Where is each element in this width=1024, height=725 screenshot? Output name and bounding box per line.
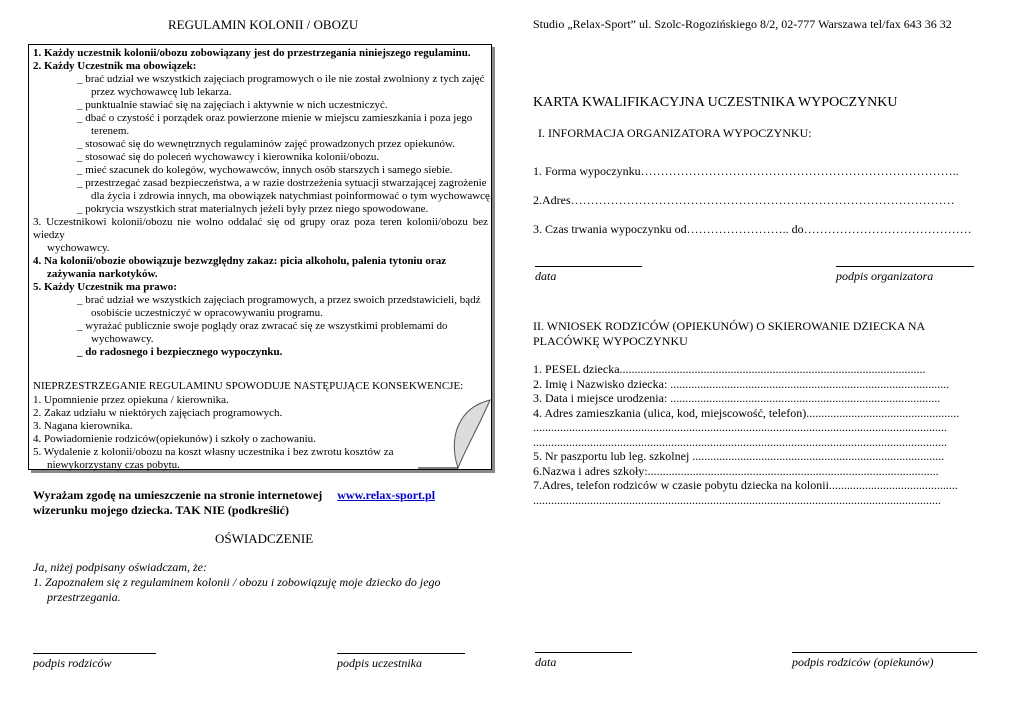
regulation-line: _ pokrycia wszystkich strat materialnych jeżeli były przez niego spowodowane. xyxy=(77,203,429,215)
website-link[interactable]: www.relax-sport.pl xyxy=(337,488,436,502)
date-signature-line-1 xyxy=(535,266,642,267)
participant-signature-line xyxy=(337,653,465,654)
organizer-signature-line xyxy=(836,266,974,267)
form-line: 2. Imię i Nazwisko dziecka: ............................................................................................. xyxy=(533,376,950,391)
organizer-signature-label: podpis organizatora xyxy=(836,269,934,283)
card-title: KARTA KWALIFIKACYJNA UCZESTNIKA WYPOCZYNKU xyxy=(533,95,898,110)
consequences-title: NIEPRZESTRZEGANIE REGULAMINU SPOWODUJE NASTĘPUJĄCE KONSEKWENCJE: xyxy=(33,380,464,392)
participant-signature-label: podpis uczestnika xyxy=(337,656,422,670)
regulations-title: REGULAMIN KOLONII / OBOZU xyxy=(168,17,359,32)
regulation-line: 2. Każdy Uczestnik ma obowiązek: xyxy=(33,60,197,72)
regulation-line: _ przestrzegać zasad bezpieczeństwa, a w razie dostrzeżenia sytuacji stwarzającej zagrożenie xyxy=(77,177,487,189)
regulation-line: _ punktualnie stawiać się na zajęciach i aktywnie w nich uczestniczyć. xyxy=(77,99,388,111)
regulation-line: _ stosować się do poleceń wychowawcy i kierownika kolonii/obozu. xyxy=(77,151,380,163)
form-line: 7.Adres, telefon rodziców w czasie pobytu dziecka na kolonii........................................... xyxy=(533,478,958,492)
regulation-line: _ wyrażać publicznie swoje poglądy oraz zwracać się ze wszystkimi problemami do xyxy=(77,320,448,332)
regulation-line: _ mieć szacunek do kolegów, wychowawców, innych osób starszych i samego siebie. xyxy=(77,164,453,176)
regulation-line: wychowawcy. xyxy=(91,333,154,345)
regulations-list xyxy=(33,47,493,359)
form-field: 1. Forma wypoczynku…………………………………………………………………….. xyxy=(533,164,959,178)
form-line: 3. Data i miejsce urodzenia: .......................................................................................... xyxy=(533,391,941,405)
declaration-intro: Ja, niżej podpisany oświadczam, że: xyxy=(33,560,207,574)
consequence-item: 2. Zakaz udziału w niektórych zajęciach programowych. xyxy=(33,407,283,419)
regulation-line: dla życia i zdrowia innych, ma obowiązek natychmiast poinformować o tym wychowawcę. xyxy=(91,190,493,202)
regulation-line: przez wychowawcę lub lekarza. xyxy=(91,86,232,98)
section1-title: I. INFORMACJA ORGANIZATORA WYPOCZYNKU: xyxy=(538,126,812,140)
section2-title-2: PLACÓWKĘ WYPOCZYNKU xyxy=(533,334,688,348)
consequence-item: 4. Powiadomienie rodziców(opiekunów) i szkoły o zachowaniu. xyxy=(33,433,316,445)
regulation-line: zażywania narkotyków. xyxy=(47,268,158,280)
consequence-item: 3. Nagana kierownika. xyxy=(33,420,133,432)
date-label-2: data xyxy=(535,655,557,669)
regulation-line: osobiście uczestniczyć w opracowywaniu programu. xyxy=(91,307,323,319)
date-signature-line-2 xyxy=(535,652,632,653)
form-line: 1. PESEL dziecka...................................................................................................... xyxy=(533,362,926,376)
form-line: ........................................................................................................................................ xyxy=(533,492,941,507)
parent-signature-line xyxy=(33,653,156,654)
page-curl-icon xyxy=(418,398,492,470)
regulation-line: _ dbać o czystość i porządek oraz powierzone mienie w miejscu zamieszkania i poza jego xyxy=(77,112,473,124)
organizer-header: Studio „Relax-Sport” ul. Szolc-Rogozińskiego 8/2, 02-777 Warszawa tel/fax 643 36 32 xyxy=(533,17,952,31)
form-line: 4. Adres zamieszkania (ulica, kod, miejscowość, telefon)................................................... xyxy=(533,405,960,420)
consequence-item: 1. Upomnienie przez opiekuna / kierownika. xyxy=(33,394,229,406)
regulation-line: 5. Każdy Uczestnik ma prawo: xyxy=(33,281,177,293)
parent-form-fields xyxy=(533,362,988,507)
consent-text: Wyrażam zgodę na umieszczenie na stronie internetowej xyxy=(33,488,323,502)
regulation-line: _ stosować się do wewnętrznych regulaminów zajęć prowadzonych przez opiekunów. xyxy=(77,138,456,150)
form-line: .......................................................................................................................................... xyxy=(533,420,947,434)
regulation-line: 4. Na kolonii/obozie obowiązuje bezwzględny zakaz: picia alkoholu, palenia tytoniu oraz xyxy=(33,255,447,267)
address-field: 2.Adres…………………………………………………………………………………… xyxy=(533,193,955,207)
regulation-line: 3. Uczestnikowi kolonii/obozu nie wolno oddalać się od grupy oraz poza teren kolonii/obozu bez wiedzy xyxy=(33,216,488,241)
date-label-1: data xyxy=(535,269,557,283)
regulation-line: _ brać udział we wszystkich zajęciach programowych, a przez swoich przedstawicieli, bądź xyxy=(77,294,481,306)
regulation-line: terenem. xyxy=(91,125,130,137)
parents-signature-label: podpis rodziców (opiekunów) xyxy=(792,655,934,669)
parents-signature-line xyxy=(792,652,977,653)
form-line: 5. Nr paszportu lub leg. szkolnej .................................................................................... xyxy=(533,449,945,463)
declaration-title: OŚWIADCZENIE xyxy=(215,531,314,546)
declaration-item: 1. Zapoznałem się z regulaminem kolonii / obozu i zobowiązuję moje dziecko do jego xyxy=(33,575,441,589)
form-line: .......................................................................................................................................... xyxy=(533,434,947,449)
consequence-item: niewykorzystany czas pobytu. xyxy=(47,459,180,471)
consent-line-2: wizerunku mojego dziecka. TAK NIE (podkreślić) xyxy=(33,503,290,517)
declaration-item-cont: przestrzegania. xyxy=(47,590,121,604)
consent-line-1 xyxy=(33,488,435,503)
parent-signature-label: podpis rodziców xyxy=(33,656,112,670)
regulation-line: _ brać udział we wszystkich zajęciach programowych o ile nie został zwolniony z tych zajęć xyxy=(77,73,485,85)
regulation-line: 1. Każdy uczestnik kolonii/obozu zobowiązany jest do przestrzegania niniejszego regulaminu. xyxy=(33,47,471,59)
form-line: 6.Nazwa i adres szkoły:................................................................................................. xyxy=(533,463,939,478)
duration-field: 3. Czas trwania wypoczynku od…………………….. do…………………………………… xyxy=(533,222,972,236)
regulation-line: _ do radosnego i bezpiecznego wypoczynku. xyxy=(77,346,283,358)
consequence-item: 5. Wydalenie z kolonii/obozu na koszt własny uczestnika i bez zwrotu kosztów za xyxy=(33,446,394,458)
section2-title-1: II. WNIOSEK RODZICÓW (OPIEKUNÓW) O SKIEROWANIE DZIECKA NA xyxy=(533,319,926,333)
regulation-line: wychowawcy. xyxy=(47,242,110,254)
consequences-list xyxy=(33,394,394,472)
